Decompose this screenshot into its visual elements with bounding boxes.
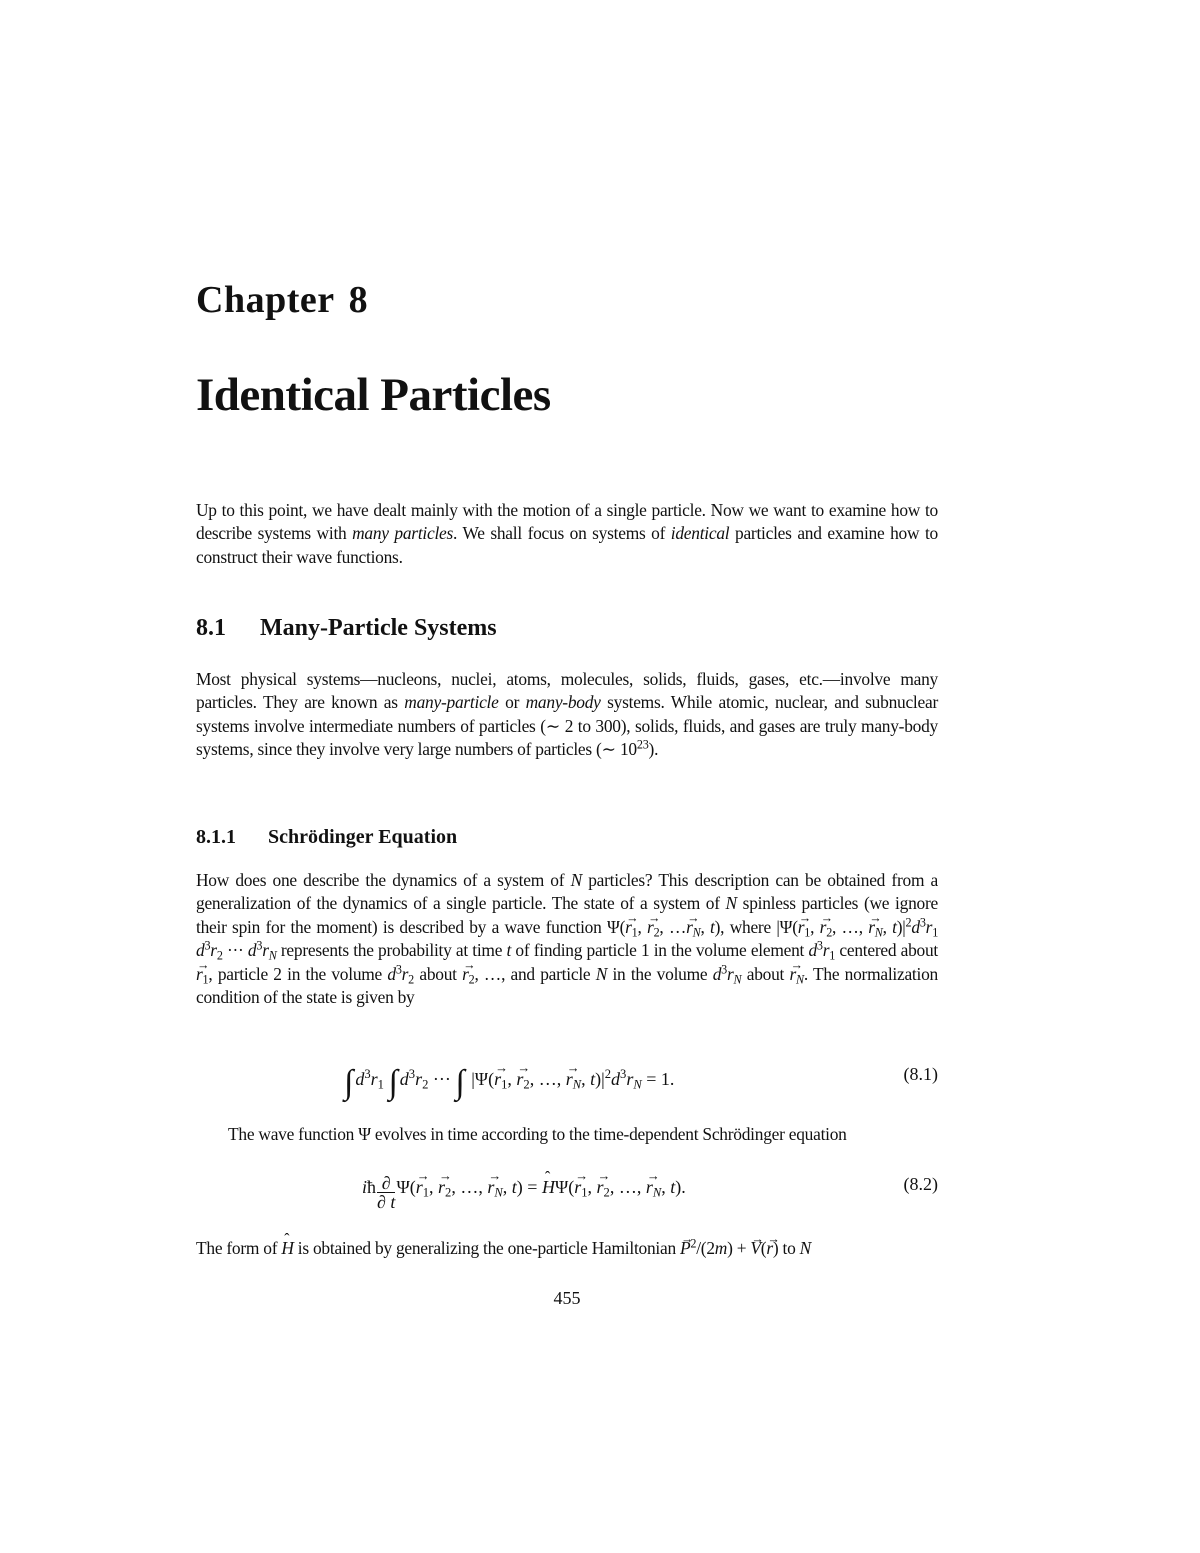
p1-text-9: about [414, 963, 463, 984]
equation-8-2 [196, 1166, 938, 1214]
section-8-1-paragraph [196, 668, 938, 762]
p1-text-4: , where [720, 916, 777, 937]
p1-text-3: spinless particles (we ignore their spin for the moment) is described by a wave function [196, 893, 938, 937]
intro-emphasis-2: identical [670, 523, 730, 544]
s1-text-2: or [498, 692, 526, 713]
p2-text: The wave function Ψ evolves in time according to the time-dependent Schrödinger equation [228, 1124, 847, 1144]
s1-exponent: 23 [636, 737, 649, 752]
page-number: 455 [553, 1288, 581, 1308]
section-8-1-1-paragraph: How does one describe the dynamics of a system of N particles? This description can be obtained from a generalization of the dynamics of a single particle. The state of a system of N spinless particles (we ignore their spin for the moment) is described by a wave function $\Psi(\to r_1$, → $r_2$, …→ $r_N$, t), where $|\Psi(\to r_1$, → $r_2$, …, → $r_N$, $t)|^2d^3r_1$ $d^3r_2$ ··· $d^3r_N$ represents the probability at time t of finding particle 1 in the volume element $d^3r_1$ centered about → $r_1$, particle 2 in the volume $d^3r_2$ about → $r_2$, …, and particle N in the volume $d^3r_N$ about → $r_N$. The normalization condition of the state is given by [196, 869, 938, 1009]
p1-text-2: particles? This description can be obtained from a generalization of the dynamics of a single particle. The state of a system of [196, 870, 938, 914]
equation-8-1-tag: (8.1) [903, 1064, 938, 1084]
hamiltonian-paragraph: The form of ˆ H is obtained by generalizing the one-particle Hamiltonian → $P^2/(2m)$ + → V(→ r) to N [196, 1237, 938, 1260]
equation-8-1 [196, 1056, 938, 1104]
equation-8-1-body: ∫ $d^3r_1$ ∫ $d^3r_2$ ··· ∫ $|\Psi(\to r_1$, → $r_2$, …, → $r_N$, $t)|^2d^3r_N = 1$. [344, 1064, 674, 1102]
section-title: Many-Particle Systems [260, 615, 497, 641]
subsection-number: 8.1.1 [196, 826, 236, 848]
s1-emphasis-2: many-body [525, 692, 601, 713]
p3-text-3: to [778, 1238, 800, 1258]
p1-text-1: How does one describe the dynamics of a system of [196, 870, 571, 890]
chapter-word: Chapter [196, 279, 335, 321]
s1-text-4: ). [648, 739, 659, 760]
p1-text-10: , …, and particle [474, 963, 596, 984]
p1-text-5: represents the probability at time [276, 940, 507, 961]
wave-function-paragraph [196, 1123, 938, 1146]
chapter-title: Identical Particles [196, 369, 551, 421]
equation-8-2-body: iħ $\frac{\partial}{\partial t}$ $\Psi(\to r_1$, → $r_2$, …, → $r_N$, t) = ˆ $H\Psi(\to r_1$, → $r_2$, …, → $r_N$, t). [362, 1174, 686, 1211]
s1-emphasis-1: many-particle [404, 692, 499, 713]
p1-text-13: . The normalization condition of the state is given by [196, 963, 938, 1008]
intro-text-3: particles and examine how to construct their wave functions. [196, 523, 938, 567]
subsection-title: Schrödinger Equation [268, 826, 458, 848]
section-heading-8-1-1 [196, 826, 457, 849]
equation-8-2-tag: (8.2) [903, 1174, 938, 1194]
intro-text-2: . We shall focus on systems of [453, 523, 671, 544]
p1-text-8: , particle 2 in the volume [208, 963, 388, 984]
p3-text-1: The form of [196, 1238, 282, 1258]
intro-emphasis-1: many particles [352, 523, 454, 544]
intro-paragraph [196, 499, 938, 569]
section-heading-8-1 [196, 615, 497, 642]
p1-text-12: about [741, 963, 790, 984]
s1-text-3: systems. While atomic, nuclear, and subnuclear systems involve intermediate numbers of particles (∼ 2 to 300), solids, fluids, and gases are truly many-body systems, since they involve very large numbers of particles (∼ 10 [196, 692, 938, 760]
p1-text-6: of finding particle 1 in the volume element [511, 940, 809, 961]
intro-text-1: Up to this point, we have dealt mainly with the motion of a single particle. Now we want to examine how to describe systems with [196, 500, 938, 544]
section-number: 8.1 [196, 615, 226, 641]
page [196, 0, 938, 1553]
s1-text-1: Most physical systems—nucleons, nuclei, atoms, molecules, solids, fluids, gases, etc.—involve many particles. They are known as [196, 669, 938, 713]
p3-text-4: N [799, 1238, 811, 1258]
p1-text-11: in the volume [607, 963, 713, 984]
p1-text-7: centered about [835, 940, 938, 961]
p3-text-2: is obtained by generalizing the one-particle Hamiltonian [293, 1238, 681, 1258]
chapter-number: 8 [348, 279, 369, 321]
chapter-label [196, 278, 368, 322]
